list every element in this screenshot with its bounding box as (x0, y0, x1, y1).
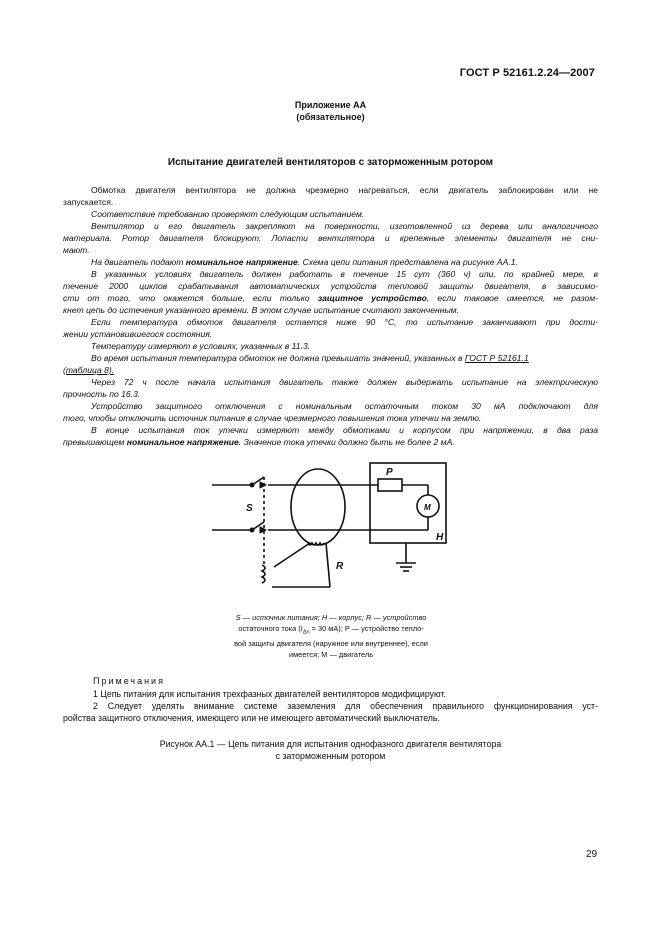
residual-current-core (291, 469, 345, 545)
body-line: прочность по 16.3. (63, 389, 141, 399)
standard-link[interactable]: ГОСТ Р 52161.1 (464, 353, 529, 363)
standard-header: ГОСТ Р 52161.2.24—2007 (459, 67, 595, 79)
text-span: На двигатель подают (91, 257, 186, 267)
body-line: Вентилятор и его двигатель закрепляют на поверхности, изготовленной из дерева или аналогичного (91, 221, 598, 231)
body-line: течение 2000 циклов срабатывания автоматических устройств тепловой защиты двигателя, в зависимо- (63, 281, 598, 291)
terminal-dot (250, 528, 254, 532)
text-span: сти от того, что окажется больше, если только (63, 293, 318, 303)
relay-coil (262, 565, 265, 583)
term-rated-voltage: номинальное напряжение (185, 257, 298, 267)
term-rated-voltage: номинальное напряжение (126, 437, 239, 447)
body-line: кнет цепь до истечения указанного времени. В этом случае испытание считают законченным. (63, 305, 460, 315)
terminal-dot (250, 483, 254, 487)
notes-heading: Примечания (93, 676, 165, 686)
text-span: остаточного тока (I (238, 624, 303, 633)
body-line: Если температура обмоток двигателя остается ниже 90 °С, то испытание заканчивают при дости- (91, 317, 598, 327)
body-line: Соответствие требованию проверяют следующим испытанием. (91, 209, 365, 219)
contact-terminal (260, 482, 266, 488)
table-reference-link[interactable]: (таблица 8). (63, 365, 115, 375)
body-line: материала. Ротор двигателя блокируют. Лопасти вентилятора и крепежные элементы двигателя не сни- (63, 233, 598, 243)
section-title: Испытание двигателей вентиляторов с заторможенным ротором (167, 157, 494, 168)
label-s: S (246, 503, 253, 514)
body-line: запускается. (63, 197, 114, 207)
legend-line: вой защиты двигателя (наружное или внутреннее), если (234, 639, 428, 649)
label-m: M (424, 503, 431, 512)
body-line: Через 72 ч после начала испытания двигатель также должен выдержать испытание на электрическую (91, 377, 598, 387)
legend-line (200, 623, 462, 638)
thermal-protector (378, 479, 402, 491)
label-r: R (336, 561, 344, 572)
text-span: , если таковое имеется, не разом- (426, 293, 599, 303)
motor-housing (370, 463, 446, 543)
appendix-title: Приложение АА (294, 100, 367, 110)
body-line: Устройство защитного отключения с номинальным остаточным током 30 мА подключают для (91, 401, 598, 411)
body-line: В конце испытания ток утечки измеряют между обмотками и корпусом при напряжении, в два раза (91, 425, 598, 435)
figure-legend (200, 612, 462, 660)
label-h: H (436, 532, 444, 543)
label-p: P (386, 467, 393, 478)
body-line: Обмотка двигателя вентилятора не должна чрезмерно нагреваться, если двигатель заблокирован или не (91, 185, 598, 195)
subscript: Δn (302, 629, 310, 636)
body-line (63, 292, 598, 304)
sense-wire (326, 543, 330, 587)
body-line: мают. (63, 245, 90, 255)
legend-line: имеется; M — двигатель (288, 650, 374, 660)
note-2-cont: ройства защитного отключения, имеющего или не имеющего автоматический выключатель. (63, 713, 440, 723)
text-span: . Значение тока утечки должно быть не более 2 мА. (238, 437, 455, 447)
text-span: превышающем (63, 437, 127, 447)
body-line: В указанных условиях двигатель должен работать в течение 15 сут (360 ч) или, по крайней мере, в (91, 269, 598, 279)
body-line: Температуру измеряют в условиях, указанных в 11.3. (91, 341, 311, 351)
appendix-subtitle: (обязательное) (296, 112, 365, 122)
circuit-diagram (200, 455, 470, 595)
text-span: = 30 мА); P — устройство тепло- (309, 624, 424, 633)
body-line: того, чтобы отключить источник питания в случае чрезмерного повышения тока утечки на землю. (63, 413, 482, 423)
body-line (91, 352, 529, 364)
text-span: . Схема цепи питания представлена на рисунке АА.1. (297, 257, 518, 267)
figure-caption-cont: с заторможенным ротором (275, 751, 386, 761)
body-line (91, 256, 518, 268)
sense-wire (274, 543, 310, 567)
note-1: 1 Цепь питания для испытания трехфазных двигателей вентиляторов модифицируют. (93, 689, 446, 699)
note-2: 2 Следует уделять внимание системе заземления для обеспечения правильного функционирования уст- (93, 701, 598, 711)
figure-caption: Рисунок АА.1 — Цепь питания для испытания однофазного двигателя вентилятора (159, 739, 502, 749)
body-line (63, 436, 455, 448)
contact-terminal (260, 527, 266, 533)
page-number: 29 (586, 849, 598, 860)
text-span: Во время испытания температура обмоток не должна превышать значений, указанных в (91, 353, 465, 363)
body-line: жении установившегося состояния. (63, 329, 213, 339)
legend-line: S — источник питания; H — корпус; R — устройство (235, 613, 427, 622)
term-protective-device: защитное устройство (317, 293, 427, 303)
